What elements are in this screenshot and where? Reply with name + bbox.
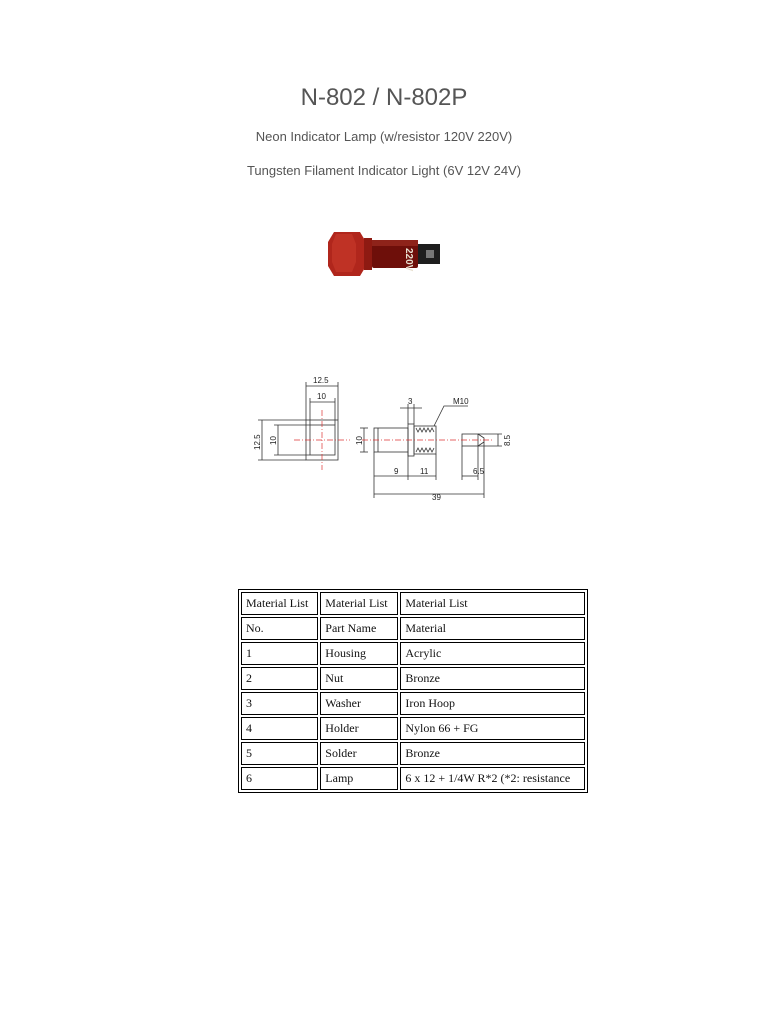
- table-cell-no: 1: [241, 642, 318, 665]
- lamp-voltage-label: 220V: [403, 248, 414, 272]
- table-cell-part: Nut: [320, 667, 398, 690]
- material-list-table: [238, 589, 588, 793]
- lamp-collar: [364, 238, 372, 270]
- dim-side-total: 39: [432, 493, 441, 502]
- table-cell-part: Part Name: [320, 617, 398, 640]
- table-cell-material: Bronze: [400, 667, 585, 690]
- table-cell-material: 6 x 12 + 1/4W R*2 (*2: resistance: [400, 767, 585, 790]
- table-cell-no: 2: [241, 667, 318, 690]
- table-cell-no: 6: [241, 767, 318, 790]
- dim-side-lens-height: 10: [355, 436, 364, 445]
- dim-side-terminal-height: 8.5: [503, 434, 512, 446]
- table-cell-material: Bronze: [400, 742, 585, 765]
- dim-side-len-a: 9: [394, 467, 399, 476]
- table-cell-material: Acrylic: [400, 642, 585, 665]
- side-view-lens: [374, 428, 408, 452]
- tungsten-subtitle: Tungsten Filament Indicator Light (6V 12V 24V): [246, 163, 522, 178]
- neon-subtitle: Neon Indicator Lamp (w/resistor 120V 220V): [255, 129, 513, 144]
- table-cell-part: Lamp: [320, 767, 398, 790]
- dim-front-width-outer: 12.5: [313, 376, 329, 385]
- table-cell-material: Material List: [400, 592, 585, 615]
- dimension-drawing: [250, 370, 530, 510]
- page-title: N-802 / N-802P: [300, 84, 468, 111]
- table-cell-no: 3: [241, 692, 318, 715]
- table-row: [241, 642, 585, 665]
- table-row: [241, 717, 585, 740]
- table-cell-part: Holder: [320, 717, 398, 740]
- table-cell-no: 4: [241, 717, 318, 740]
- table-cell-material: Nylon 66 + FG: [400, 717, 585, 740]
- dim-side-len-b: 11: [420, 467, 429, 476]
- dim-front-height-outer: 12.5: [253, 434, 262, 450]
- dim-side-len-c: 6.5: [473, 467, 485, 476]
- table-caption-row: [241, 592, 585, 615]
- table-row: [241, 767, 585, 790]
- table-row: [241, 692, 585, 715]
- table-row: [241, 742, 585, 765]
- table-cell-material: Iron Hoop: [400, 692, 585, 715]
- material-list-body: [241, 592, 585, 790]
- dim-front-width-inner: 10: [317, 392, 326, 401]
- table-cell-part: Housing: [320, 642, 398, 665]
- table-cell-material: Material: [400, 617, 585, 640]
- table-cell-no: Material List: [241, 592, 318, 615]
- table-cell-no: No.: [241, 617, 318, 640]
- table-row: [241, 667, 585, 690]
- product-photo: [322, 222, 446, 284]
- dim-side-washer: 3: [408, 397, 413, 406]
- dim-front-height-inner: 10: [269, 436, 278, 445]
- table-cell-no: 5: [241, 742, 318, 765]
- table-cell-part: Washer: [320, 692, 398, 715]
- dim-side-thread: M10: [453, 397, 469, 406]
- table-header-row: [241, 617, 585, 640]
- table-cell-part: Material List: [320, 592, 398, 615]
- table-cell-part: Solder: [320, 742, 398, 765]
